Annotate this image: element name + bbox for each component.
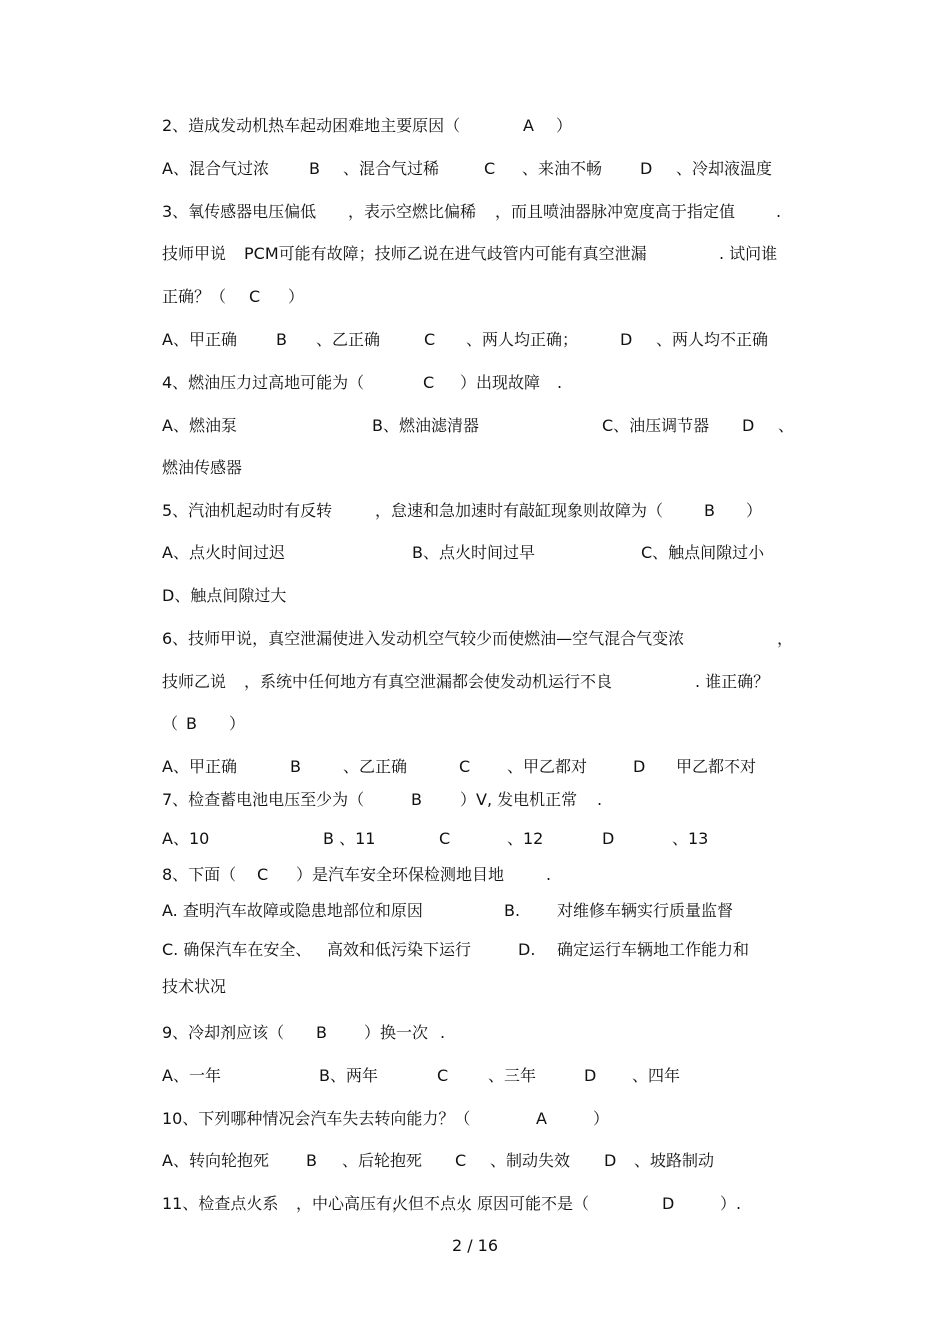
text-segment: ）出现故障 — [460, 373, 541, 392]
text-line — [0, 328, 950, 352]
text-segment: ，原因可能不是（ — [461, 1194, 590, 1213]
text-segment: B — [309, 159, 320, 178]
text-segment: （ — [162, 714, 179, 733]
text-line — [0, 1064, 950, 1088]
text-segment: A、混合气过浓 — [162, 159, 269, 178]
text-line — [0, 755, 950, 779]
text-segment: D — [602, 829, 615, 848]
text-segment: . — [546, 865, 552, 884]
text-segment: ，怠速和急加速时有敲缸现象则故障为（ — [375, 501, 664, 520]
text-segment: 11、检查点火系 — [162, 1194, 279, 1213]
text-segment: C — [424, 330, 436, 349]
text-segment: 技师乙说 — [162, 672, 227, 691]
text-line — [0, 827, 950, 851]
text-segment: A — [536, 1109, 547, 1128]
text-segment: D — [604, 1151, 617, 1170]
text-segment: B、两年 — [319, 1066, 378, 1085]
text-segment: . — [557, 373, 563, 392]
text-segment: 、混合气过稀 — [343, 159, 440, 178]
text-segment: ）是汽车安全环保检测地目地 — [296, 865, 505, 884]
text-segment: ）. — [720, 1194, 742, 1213]
text-segment: A、一年 — [162, 1066, 221, 1085]
text-line — [0, 157, 950, 181]
text-segment: 9、冷却剂应该（ — [162, 1023, 285, 1042]
text-line — [0, 414, 950, 438]
text-segment: . 试问谁 — [719, 244, 778, 263]
text-segment: ） — [229, 714, 246, 733]
text-segment: 、乙正确 — [316, 330, 381, 349]
text-segment: 、四年 — [632, 1066, 681, 1085]
text-segment: B、点火时间过早 — [412, 543, 535, 562]
text-segment: ）换一次 — [364, 1023, 429, 1042]
text-segment: A. 查明汽车故障或隐患地部位和原因 — [162, 901, 423, 920]
text-segment: ，表示空燃比偏稀 — [348, 202, 477, 221]
text-segment: B — [276, 330, 287, 349]
text-line — [0, 863, 950, 887]
text-segment: 、 — [778, 416, 795, 435]
text-segment: 、坡路制动 — [634, 1151, 715, 1170]
text-segment: C — [257, 865, 269, 884]
text-segment: ）V, 发电机正常 — [460, 790, 578, 809]
text-segment: D — [640, 159, 653, 178]
text-segment: 、后轮抱死 — [342, 1151, 423, 1170]
text-segment: A、甲正确 — [162, 757, 237, 776]
text-segment: 高效和低污染下运行 — [327, 940, 472, 959]
text-segment: C、油压调节器 — [602, 416, 710, 435]
text-segment: B. — [504, 901, 521, 920]
text-segment: 正确？（ — [162, 287, 227, 306]
text-segment: D. — [518, 940, 536, 959]
text-segment: 3、氧传感器电压偏低 — [162, 202, 317, 221]
text-segment: C — [455, 1151, 467, 1170]
text-segment: B — [306, 1151, 317, 1170]
text-segment: C — [459, 757, 471, 776]
text-segment: B — [411, 790, 422, 809]
text-segment: ） — [556, 116, 573, 135]
text-segment: C — [249, 287, 261, 306]
text-segment: B 、11 — [323, 829, 376, 848]
text-segment: D — [662, 1194, 675, 1213]
text-segment: 8、下面（ — [162, 865, 237, 884]
text-line — [0, 670, 950, 694]
text-line — [0, 712, 950, 736]
text-segment: . 谁正确？ — [695, 672, 770, 691]
text-line — [0, 1107, 950, 1131]
text-segment: B — [704, 501, 715, 520]
text-segment: ） — [288, 287, 305, 306]
text-segment: C — [439, 829, 451, 848]
text-segment: A — [523, 116, 534, 135]
text-segment: 确定运行车辆地工作能力和 — [557, 940, 750, 959]
text-segment: ） — [746, 501, 763, 520]
text-line — [0, 242, 950, 266]
text-line — [0, 899, 950, 923]
text-segment: B — [186, 714, 197, 733]
text-segment: 、来油不畅 — [522, 159, 603, 178]
text-segment: ） — [593, 1109, 610, 1128]
text-segment: 、三年 — [488, 1066, 537, 1085]
text-line — [0, 285, 950, 309]
text-segment: A、点火时间过迟 — [162, 543, 285, 562]
text-segment: 技术状况 — [162, 977, 227, 996]
text-segment: D — [742, 416, 755, 435]
text-line — [0, 584, 950, 608]
text-line — [0, 1149, 950, 1173]
text-segment: D — [620, 330, 633, 349]
text-segment: D、触点间隙过大 — [162, 586, 287, 605]
text-segment: . — [440, 1023, 446, 1042]
text-line — [0, 499, 950, 523]
text-line — [0, 200, 950, 224]
text-segment: C. 确保汽车在安全、 — [162, 940, 312, 959]
text-segment: 2、造成发动机热车起动困难地主要原因（ — [162, 116, 461, 135]
text-segment: A、10 — [162, 829, 210, 848]
text-segment: ， — [777, 629, 794, 648]
text-segment: . — [597, 790, 603, 809]
text-segment: . — [776, 202, 782, 221]
text-segment: C — [484, 159, 496, 178]
text-line — [0, 627, 950, 651]
text-line — [0, 788, 950, 812]
text-line — [0, 938, 950, 962]
text-segment: 、两人均不正确 — [656, 330, 769, 349]
text-segment: 、甲乙都对 — [507, 757, 588, 776]
text-segment: B、燃油滤清器 — [372, 416, 479, 435]
text-segment: 燃油传感器 — [162, 458, 243, 477]
text-line — [0, 1192, 950, 1216]
text-segment: A、转向轮抱死 — [162, 1151, 269, 1170]
text-segment: 7、检查蓄电池电压至少为（ — [162, 790, 365, 809]
text-segment: 、两人均正确； — [466, 330, 579, 349]
text-line — [0, 371, 950, 395]
text-segment: B — [290, 757, 301, 776]
text-segment: 、制动失效 — [490, 1151, 571, 1170]
text-line — [0, 975, 950, 999]
text-segment: A、燃油泵 — [162, 416, 237, 435]
text-segment: 、冷却液温度 — [676, 159, 773, 178]
text-segment: D — [584, 1066, 597, 1085]
text-segment: 对维修车辆实行质量监督 — [557, 901, 734, 920]
text-segment: A、甲正确 — [162, 330, 237, 349]
text-segment: C — [423, 373, 435, 392]
text-segment: 、12 — [507, 829, 544, 848]
text-segment: PCM可能有故障；技师乙说在进气歧管内可能有真空泄漏 — [244, 244, 647, 263]
text-line — [0, 114, 950, 138]
text-segment: D — [633, 757, 646, 776]
text-segment: 技师甲说 — [162, 244, 227, 263]
text-segment: 5、汽油机起动时有反转 — [162, 501, 333, 520]
text-segment: 6、技师甲说，真空泄漏使进入发动机空气较少而使燃油—空气混合气变浓 — [162, 629, 685, 648]
text-segment: 4、燃油压力过高地可能为（ — [162, 373, 365, 392]
text-line — [0, 456, 950, 480]
text-segment: C — [437, 1066, 449, 1085]
text-segment: B — [316, 1023, 327, 1042]
text-segment: 甲乙都不对 — [676, 757, 757, 776]
text-segment: ，但不点火 — [392, 1194, 473, 1213]
text-segment: ，中心高压有火 — [296, 1194, 409, 1213]
text-line — [0, 541, 950, 565]
page-number: 2 / 16 — [451, 1236, 499, 1255]
text-segment: 10、下列哪种情况会汽车失去转向能力？（ — [162, 1109, 471, 1128]
text-segment: C、触点间隙过小 — [641, 543, 765, 562]
text-segment: ，而且喷油器脉冲宽度高于指定值 — [495, 202, 736, 221]
text-segment: ，系统中任何地方有真空泄漏都会使发动机运行不良 — [244, 672, 613, 691]
text-segment: 、13 — [672, 829, 709, 848]
text-line — [0, 1021, 950, 1045]
text-segment: 、乙正确 — [343, 757, 408, 776]
